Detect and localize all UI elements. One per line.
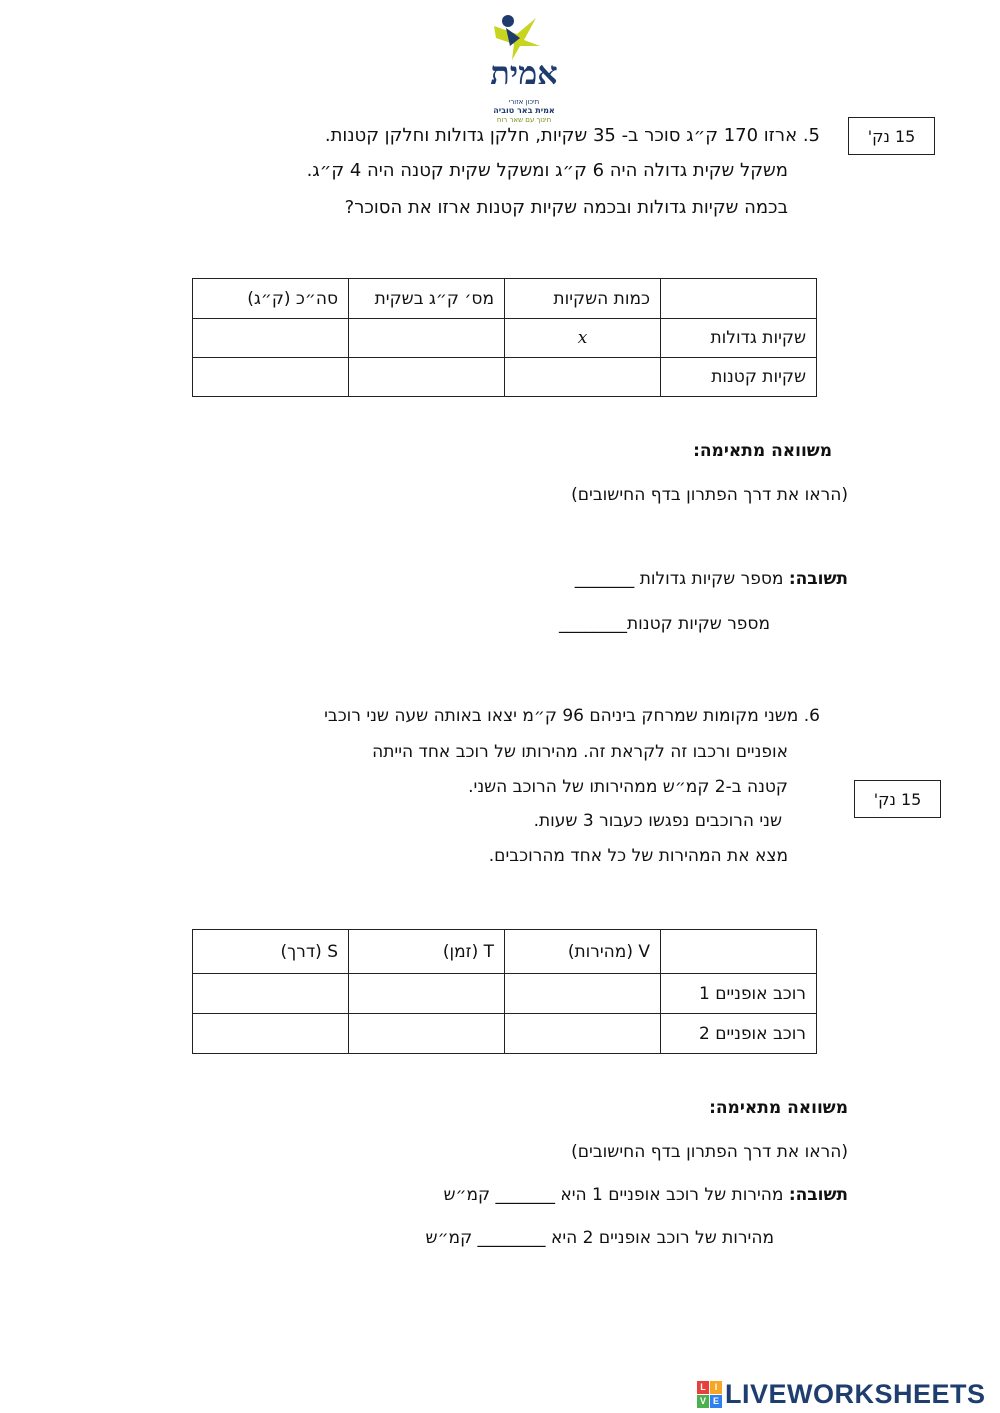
table-cell[interactable] [193, 974, 349, 1014]
table-header-cell: מס׳ ק״ג בשקית [349, 279, 505, 319]
q6-line3: קטנה ב-2 קמ״ש ממהירותו של הרוכב השני. [468, 777, 788, 797]
logo-line2: אמית באר טוביה [493, 106, 555, 115]
table-cell[interactable] [349, 358, 505, 397]
q6-answer1[interactable]: מהירות של רוכב אופניים 1 היא _______ קמ״ש [443, 1185, 784, 1205]
table-header-cell: V (מהירות) [505, 930, 661, 974]
q6-line2: אופניים ורכבו זה לקראת זה. מהירותו של רוכב אחד הייתה [372, 742, 788, 762]
q5-line3: בכמה שקיות גדולות ובכמה שקיות קטנות ארזו את הסוכר? [344, 197, 788, 218]
table-header-row [193, 930, 817, 974]
q6-equation-label: משוואה מתאימה: [709, 1098, 848, 1118]
table-cell[interactable] [349, 1014, 505, 1054]
table-row [193, 319, 817, 358]
table-row-label: רוכב אופניים 1 [661, 974, 817, 1014]
table-cell[interactable] [193, 319, 349, 358]
q5-points-box: 15 נק' [848, 117, 935, 155]
table-row-label: שקיות גדולות [661, 319, 817, 358]
q5-equation-label: משוואה מתאימה: [693, 441, 832, 461]
table-cell[interactable] [505, 1014, 661, 1054]
q5-answer-big[interactable]: מספר שקיות גדולות _______ [574, 569, 784, 589]
school-logo [478, 12, 578, 124]
table-header-cell: כמות השקיות [505, 279, 661, 319]
q5-answer-small[interactable]: מספר שקיות קטנות________ [558, 614, 770, 634]
lw-badge-l: L [697, 1381, 709, 1394]
table-cell[interactable] [505, 974, 661, 1014]
logo-name: אמית [490, 54, 558, 92]
lw-badge-v: V [697, 1395, 709, 1408]
lw-badge-e: E [710, 1395, 722, 1408]
table-cell[interactable] [505, 358, 661, 397]
q6-answer-line1 [443, 1185, 848, 1205]
liveworksheets-logo [697, 1378, 986, 1410]
table-row [193, 974, 817, 1014]
table-header-cell [661, 930, 817, 974]
table-header-row [193, 279, 817, 319]
q5-answer-label: תשובה: [788, 569, 848, 589]
table-cell[interactable] [349, 319, 505, 358]
table-cell[interactable] [193, 1014, 349, 1054]
q6-show-work: (הראו את דרך הפתרון בדף החישובים) [571, 1142, 848, 1162]
table-row-label: רוכב אופניים 2 [661, 1014, 817, 1054]
table-header-cell: T (זמן) [349, 930, 505, 974]
q6-table [192, 929, 817, 1054]
q5-show-work: (הראו את דרך הפתרון בדף החישובים) [571, 485, 848, 505]
q6-points-box: 15 נק' [854, 780, 941, 818]
q6-answer-label: תשובה: [788, 1185, 848, 1205]
q6-line5: מצא את המהירות של כל אחד מהרוכבים. [488, 846, 788, 866]
table-header-cell: סה״כ (ק״ג) [193, 279, 349, 319]
variable-x: x [577, 328, 588, 348]
lw-brand-text: LIVEWORKSHEETS [725, 1378, 986, 1409]
q5-line1: 5. ארזו 170 ק״ג סוכר ב- 35 שקיות, חלקן גדולות וחלקן קטנות. [324, 125, 820, 146]
q5-table [192, 278, 817, 397]
q5-answer-line1 [575, 569, 848, 589]
lw-badge-icon [697, 1381, 722, 1408]
logo-line1: תיכון אזורי [508, 98, 540, 106]
q6-line4: שני הרוכבים נפגשו כעבור 3 שעות. [533, 811, 782, 831]
q6-answer2[interactable]: מהירות של רוכב אופניים 2 היא ________ קמ״ש [425, 1228, 774, 1248]
table-cell[interactable] [193, 358, 349, 397]
table-row [193, 1014, 817, 1054]
table-cell[interactable] [505, 319, 661, 358]
table-header-cell: S (דרך) [193, 930, 349, 974]
q5-line2: משקל שקית גדולה היה 6 ק״ג ומשקל שקית קטנה היה 4 ק״ג. [306, 160, 788, 181]
q6-line1: 6. משני מקומות שמרחק ביניהם 96 ק״מ יצאו באותה שעה שני רוכבי [324, 706, 820, 726]
table-row [193, 358, 817, 397]
lw-badge-i: I [710, 1381, 722, 1394]
table-row-label: שקיות קטנות [661, 358, 817, 397]
table-header-cell [661, 279, 817, 319]
logo-line3: חינוך עם שאר רוח [496, 116, 552, 124]
table-cell[interactable] [349, 974, 505, 1014]
